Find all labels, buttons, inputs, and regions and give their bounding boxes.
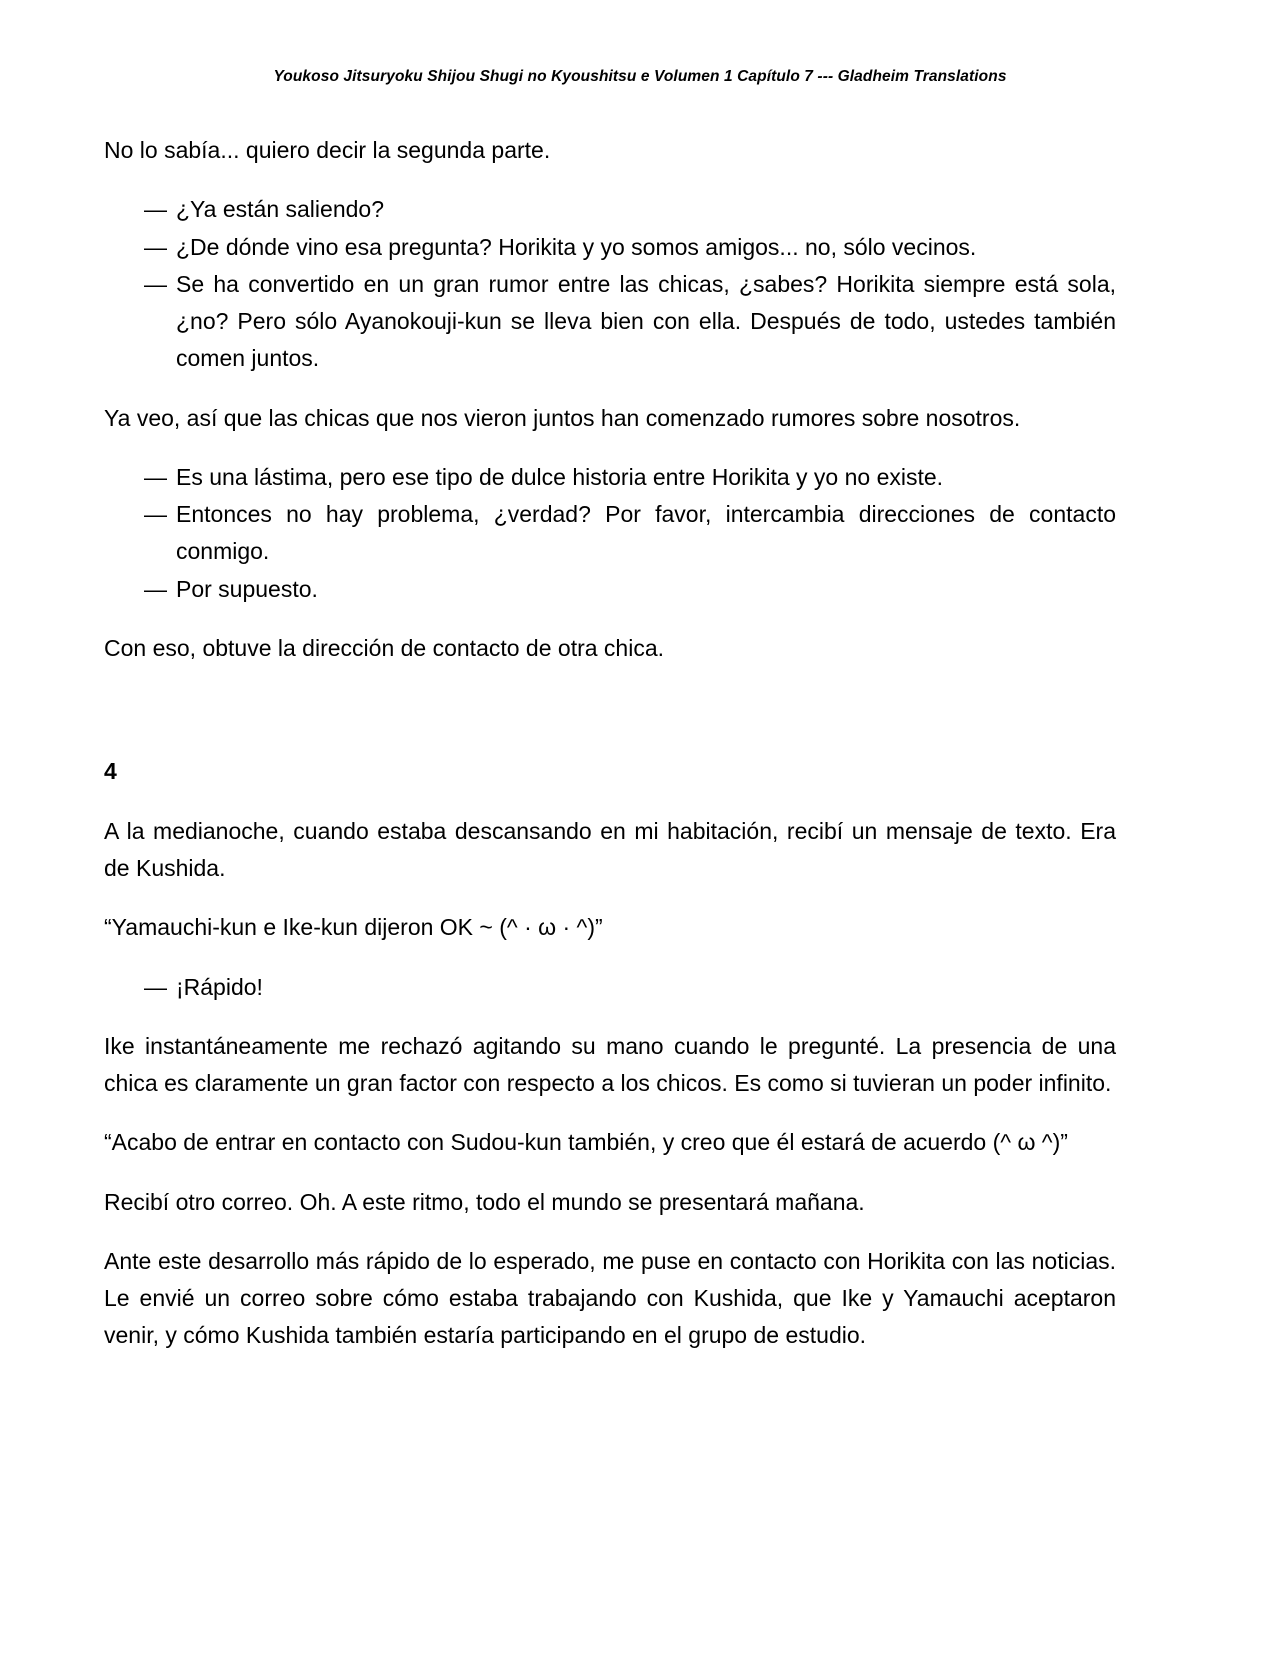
dialogue-text: Se ha convertido en un gran rumor entre las chicas, ¿sabes? Horikita siempre está sola, ¿no? Pero sólo Ayanokouji-kun se lleva bien con ella. Después de todo, ustedes también comen juntos. [176, 270, 1116, 372]
dialogue-line [104, 191, 1116, 228]
paragraph-4: A la medianoche, cuando estaba descansando en mi habitación, recibí un mensaje de texto. Era de Kushida. [104, 817, 1116, 882]
em-dash-marker: — [144, 233, 167, 260]
dialogue-line [104, 229, 1116, 266]
dialogue-text: ¡Rápido! [176, 973, 263, 1000]
dialogue-text: ¿De dónde vino esa pregunta? Horikita y yo somos amigos... no, sólo vecinos. [176, 233, 977, 260]
dialogue-text: Por supuesto. [176, 575, 318, 602]
paragraph-7-message: “Acabo de entrar en contacto con Sudou-kun también, y creo que él estará de acuerdo (^ ω ^)” [104, 1129, 1068, 1156]
paragraph-5-message: “Yamauchi-kun e Ike-kun dijeron OK ~ (^ · ω · ^)” [104, 914, 603, 941]
paragraph-9: Ante este desarrollo más rápido de lo esperado, me puse en contacto con Horikita con las noticias. Le envié un correo sobre cómo estaba trabajando con Kushida, que Ike y Yamauchi aceptaron venir, y cómo Kushida también estaría participando en el grupo de estudio. [104, 1247, 1116, 1349]
dialogue-text: Entonces no hay problema, ¿verdad? Por favor, intercambia direcciones de contacto conmigo. [176, 501, 1116, 565]
dialogue-line [104, 496, 1116, 571]
dialogue-text: Es una lástima, pero ese tipo de dulce historia entre Horikita y yo no existe. [176, 463, 944, 490]
dialogue-block-3 [104, 969, 1116, 1006]
dialogue-line [104, 969, 1116, 1006]
paragraph-3: Con eso, obtuve la dirección de contacto de otra chica. [104, 634, 665, 661]
dialogue-line [104, 571, 1116, 608]
paragraph-8: Recibí otro correo. Oh. A este ritmo, todo el mundo se presentará mañana. [104, 1188, 865, 1215]
em-dash-marker: — [144, 270, 167, 297]
dialogue-block-2 [104, 459, 1116, 608]
running-header: Youkoso Jitsuryoku Shijou Shugi no Kyoushitsu e Volumen 1 Capítulo 7 --- Gladheim Translations [273, 68, 1007, 85]
section-number-heading: 4 [104, 758, 117, 784]
section-spacer [104, 689, 1116, 757]
dialogue-block-1 [104, 191, 1116, 377]
em-dash-marker: — [144, 973, 167, 1000]
paragraph-6: Ike instantáneamente me rechazó agitando su mano cuando le pregunté. La presencia de una chica es claramente un gran factor con respecto a los chicos. Es como si tuvieran un poder infinito. [104, 1032, 1116, 1097]
page-body [104, 132, 1116, 1377]
dialogue-line [104, 459, 1116, 496]
dialogue-text: ¿Ya están saliendo? [176, 196, 384, 223]
paragraph-1: No lo sabía... quiero decir la segunda parte. [104, 137, 551, 163]
em-dash-marker: — [144, 575, 167, 602]
em-dash-marker: — [144, 196, 167, 223]
dialogue-line [104, 266, 1116, 378]
em-dash-marker: — [144, 463, 167, 490]
paragraph-2: Ya veo, así que las chicas que nos vieron juntos han comenzado rumores sobre nosotros. [104, 404, 1021, 431]
em-dash-marker: — [144, 501, 167, 527]
